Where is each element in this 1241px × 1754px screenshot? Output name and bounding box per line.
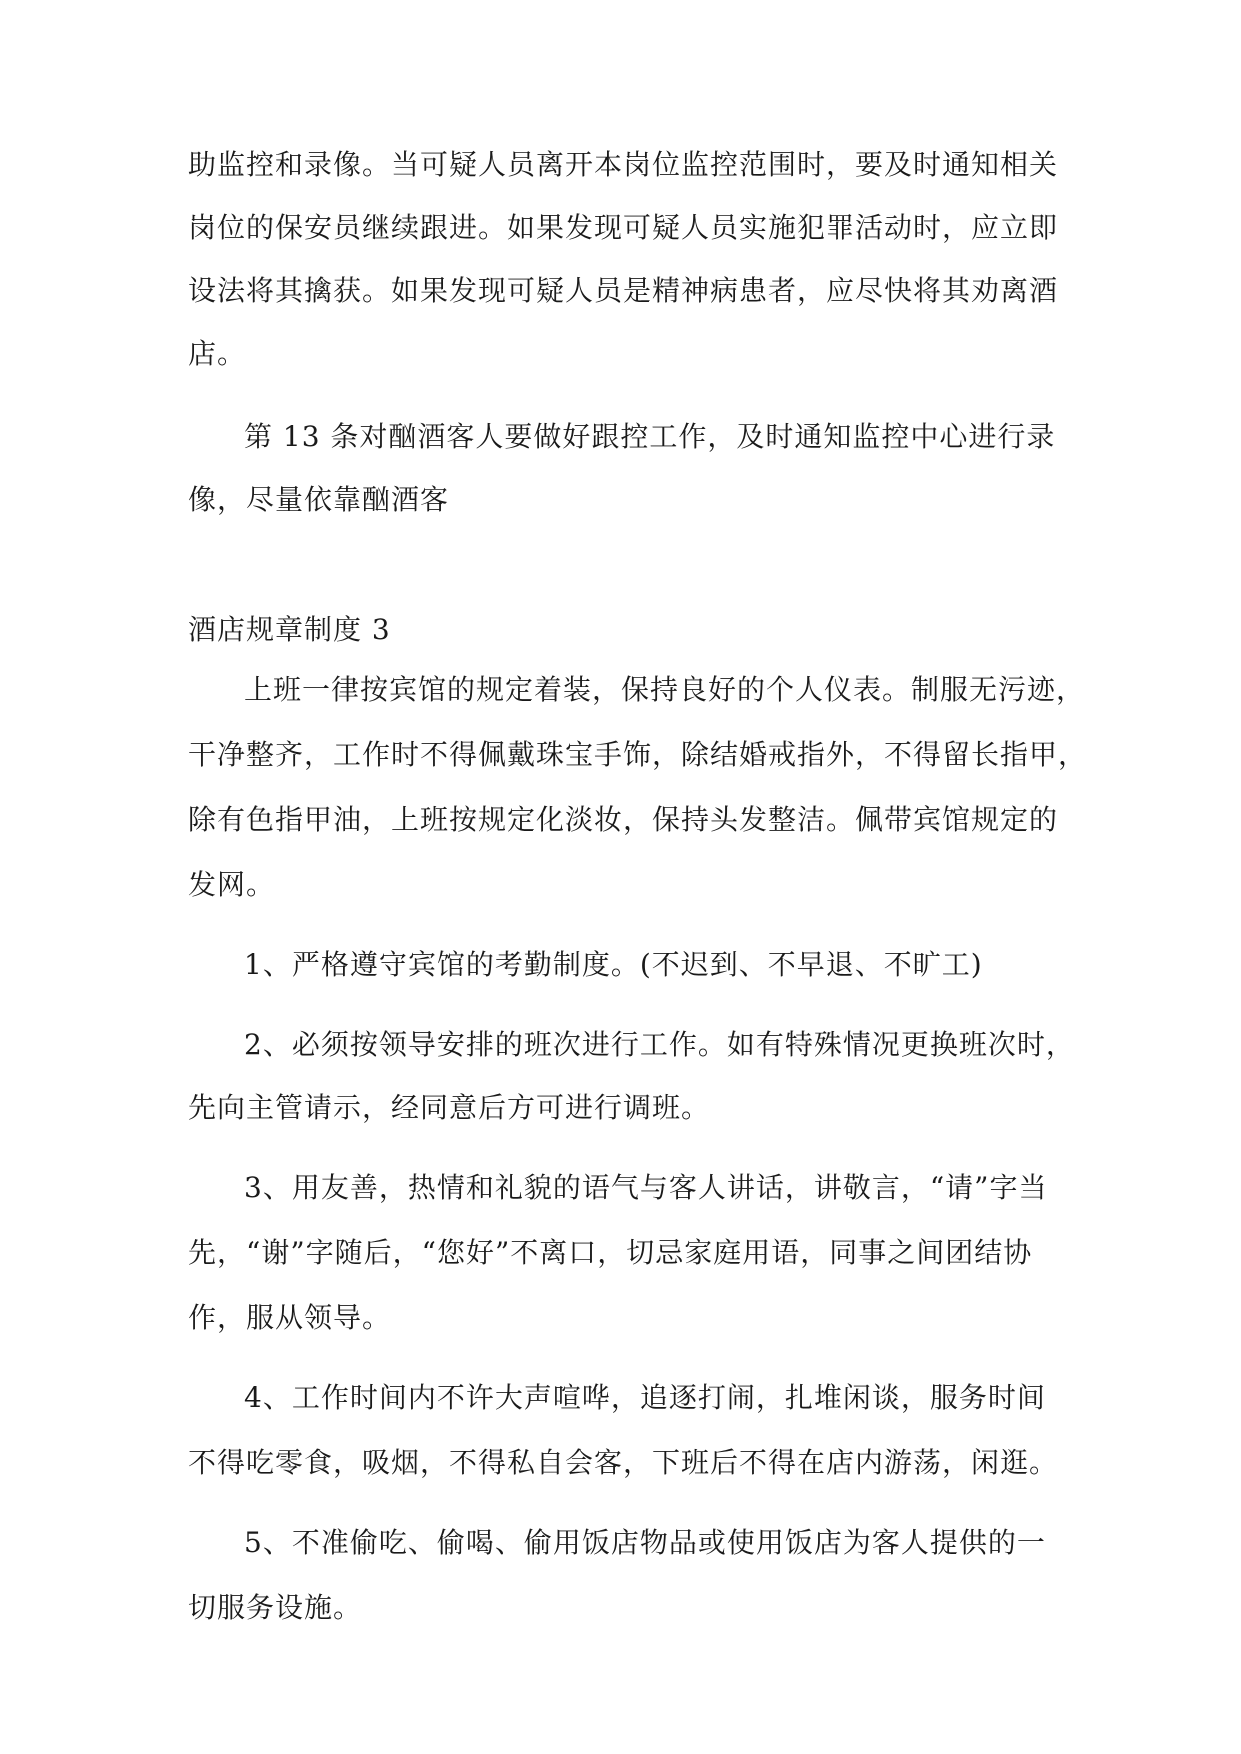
rule-2-line: 先向主管请示，经同意后方可进行调班。 [188, 1091, 711, 1124]
rule-5-line: 切服务设施。 [188, 1591, 363, 1624]
section-title: 酒店规章制度 3 [188, 613, 391, 646]
intro-line: 除有色指甲油，上班按规定化淡妆，保持头发整洁。佩带宾馆规定的 [188, 803, 1059, 836]
rule-3-line: 3、用友善，热情和礼貌的语气与客人讲话，讲敬言，“请”字当 [244, 1171, 1048, 1204]
article-13-line: 像，尽量依靠酗酒客 [188, 483, 450, 516]
paragraph-line: 店。 [188, 337, 247, 370]
rule-5-line: 5、不准偷吃、偷喝、偷用饭店物品或使用饭店为客人提供的一 [244, 1526, 1046, 1559]
intro-line: 干净整齐，工作时不得佩戴珠宝手饰，除结婚戒指外，不得留长指甲， [188, 738, 1088, 771]
rule-3-line: 作，服从领导。 [188, 1301, 392, 1334]
paragraph-line: 助监控和录像。当可疑人员离开本岗位监控范围时，要及时通知相关 [188, 148, 1059, 181]
intro-line: 发网。 [188, 868, 276, 901]
paragraph-line: 设法将其擒获。如果发现可疑人员是精神病患者，应尽快将其劝离酒 [188, 274, 1059, 307]
rule-4-line: 不得吃零食，吸烟，不得私自会客，下班后不得在店内游荡，闲逛。 [188, 1446, 1059, 1479]
intro-line: 上班一律按宾馆的规定着装，保持良好的个人仪表。制服无污迹， [244, 673, 1086, 706]
rule-2-line: 2、必须按领导安排的班次进行工作。如有特殊情况更换班次时， [244, 1028, 1075, 1061]
article-13-line: 第 13 条对酗酒客人要做好跟控工作，及时通知监控中心进行录 [244, 420, 1056, 453]
rule-4-line: 4、工作时间内不许大声喧哗，追逐打闹，扎堆闲谈，服务时间 [244, 1381, 1046, 1414]
rule-3-line: 先，“谢”字随后，“您好”不离口，切忌家庭用语，同事之间团结协 [188, 1236, 1033, 1269]
paragraph-line: 岗位的保安员继续跟进。如果发现可疑人员实施犯罪活动时，应立即 [188, 211, 1059, 244]
rule-1-line: 1、严格遵守宾馆的考勤制度。(不迟到、不早退、不旷工) [244, 948, 983, 981]
